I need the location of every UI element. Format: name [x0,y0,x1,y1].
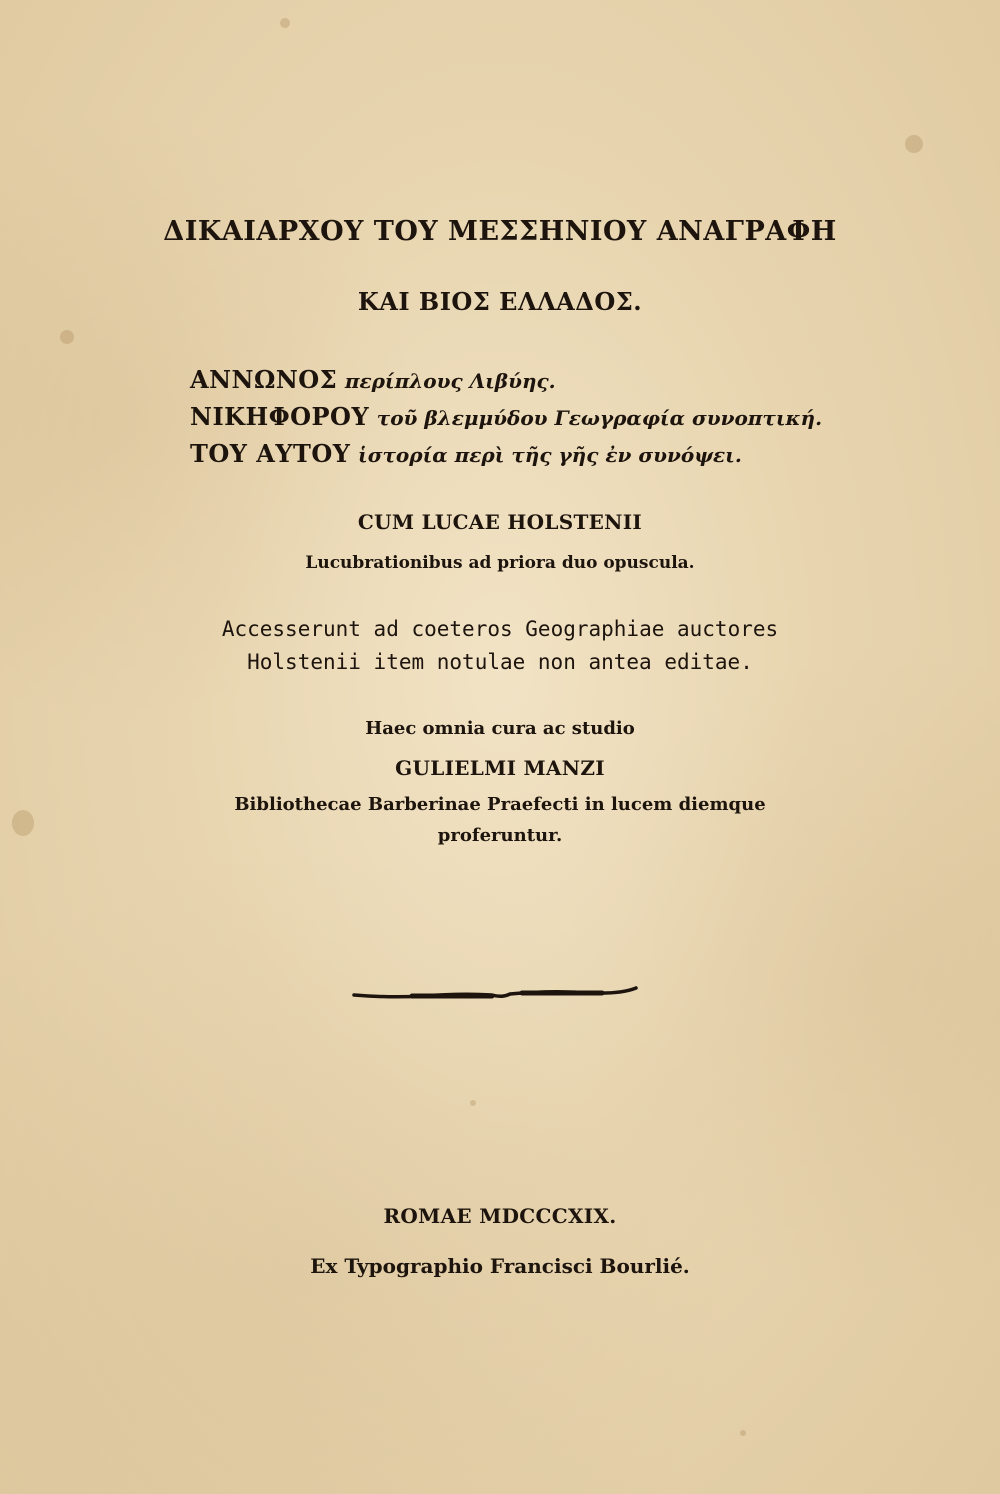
accesserunt-line-1: Accesserunt ad coeteros Geographiae auctores [221,617,779,641]
contents-item [190,362,830,399]
cum-line: CUM LUCAE HOLSTENII [357,510,643,534]
foxing-spot [470,1100,476,1106]
contents-author: ΤΟΥ ΑΥΤΟΥ [190,439,351,468]
decorative-rule [352,984,638,1006]
imprint-place-year: ROMAE MDCCCXIX. [383,1204,617,1228]
bibliothecae-line-1: Bibliothecae Barberinae Praefecti in lucem diemque [234,794,766,815]
contents-item [190,436,830,473]
contents-author: ΑΝΝΩΝΟΣ [190,365,338,394]
contents-item [190,399,830,436]
imprint-printer: Ex Typographio Francisci Bourlié. [310,1254,690,1278]
foxing-spot [740,1430,746,1436]
foxing-spot [60,330,74,344]
foxing-spot [280,18,290,28]
contents-work: περίπλους Λιβύης. [344,369,556,393]
bibliothecae-line-2: proferuntur. [437,825,563,846]
contents-work: τοῦ βλεμμύδου Γεωγραφία συνοπτική. [376,406,823,430]
accesserunt-line-2: Holstenii item notulae non antea editae. [247,650,753,674]
title-line-2: ΚΑΙ ΒΙΟΣ ΕΛΛΑΔΟΣ. [357,287,643,316]
title-line-1: ΔΙΚΑΙΑΡΧΟΥ ΤΟΥ ΜΕΣΣΗΝΙΟΥ ΑΝΑΓΡΑΦΗ [163,216,837,247]
editor-name: GULIELMI MANZI [395,756,605,780]
foxing-spot [905,135,923,153]
contents-list [190,362,830,473]
contents-work: ἱστορία περὶ τῆς γῆς ἐν συνόψει. [358,443,742,467]
contents-author: ΝΙΚΗΦΟΡΟΥ [190,402,370,431]
lucubrationibus-line: Lucubrationibus ad priora duo opuscula. [305,553,695,573]
haec-line: Haec omnia cura ac studio [365,718,635,739]
